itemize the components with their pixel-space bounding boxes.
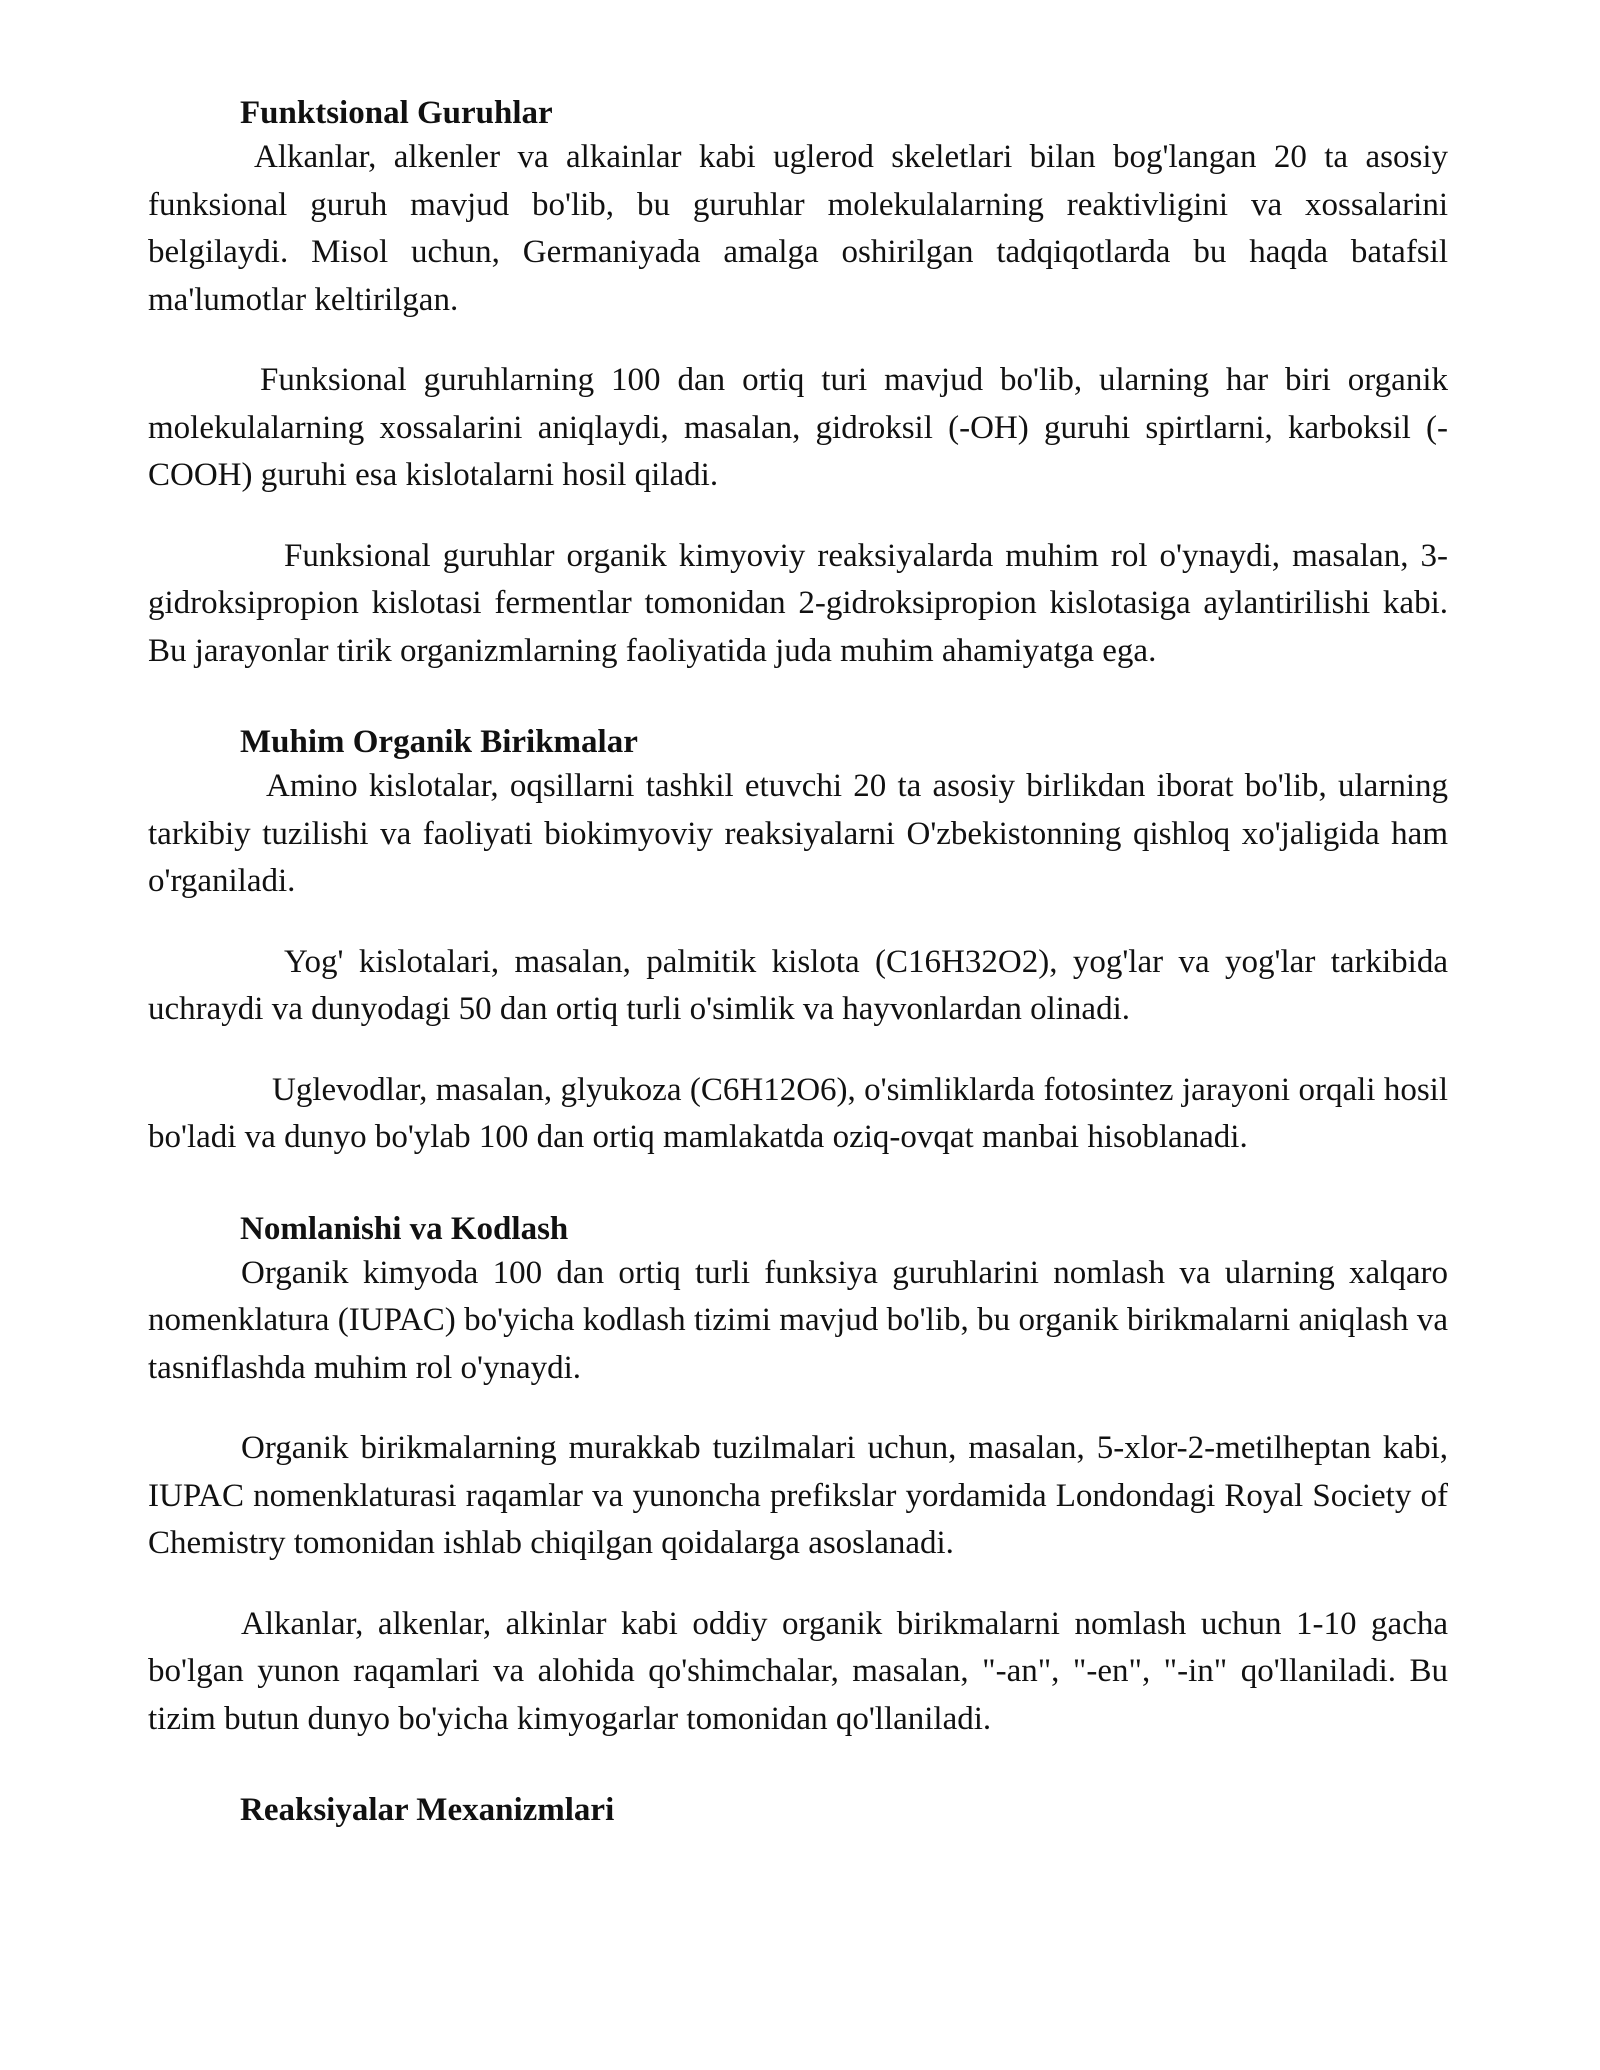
paragraph: Yog' kislotalari, masalan, palmitik kislota (C16H32O2), yog'lar va yog'lar tarkibida uchraydi va dunyodagi 50 dan ortiq turli o'simlik va hayvonlardan olinadi. — [148, 943, 1448, 1027]
section-heading-reaksiyalar-mexanizmlari: Reaksiyalar Mexanizmlari — [240, 1792, 615, 1828]
paragraph: Uglevodlar, masalan, glyukoza (C6H12O6), o'simliklarda fotosintez jarayoni orqali hosil bo'ladi va dunyo bo'ylab 100 dan ortiq mamlakatda oziq-ovqat manbai hisoblanadi. — [148, 1071, 1448, 1155]
paragraph: Organik kimyoda 100 dan ortiq turli funksiya guruhlarini nomlash va ularning xalqaro nomenklatura (IUPAC) bo'yicha kodlash tizimi mavjud bo'lib, bu organik birikmalarni aniqlash va tasniflashda muhim rol o'ynaydi. — [148, 1254, 1448, 1386]
paragraph: Organik birikmalarning murakkab tuzilmalari uchun, masalan, 5-xlor-2-metilheptan kabi, IUPAC nomenklaturasi raqamlar va yunoncha prefikslar yordamida Londondagi Royal Society of Chemistry tomonidan ishlab chiqilgan qoidalarga asoslanadi. — [148, 1430, 1448, 1561]
paragraph: Alkanlar, alkenlar, alkinlar kabi oddiy organik birikmalarni nomlash uchun 1-10 gacha bo'lgan yunon raqamlari va alohida qo'shimchalar, masalan, "-an", "-en", "-in" qo'llaniladi. Bu tizim butun dunyo bo'yicha kimyogarlar tomonidan qo'llaniladi. — [148, 1605, 1448, 1737]
paragraph: Amino kislotalar, oqsillarni tashkil etuvchi 20 ta asosiy birlikdan iborat bo'lib, ularning tarkibiy tuzilishi va faoliyati biokimyoviy reaksiyalarni O'zbekistonning qishloq xo'jaligida ham o'rganiladi. — [148, 768, 1448, 899]
section-heading-funktsional-guruhlar: Funktsional Guruhlar — [240, 95, 553, 131]
section-heading-muhim-organik-birikmalar: Muhim Organik Birikmalar — [240, 724, 638, 760]
paragraph: Funksional guruhlarning 100 dan ortiq turi mavjud bo'lib, ularning har biri organik molekulalarning xossalarini aniqlaydi, masalan, gidroksil (-OH) guruhi spirtlarni, karboksil (-COOH) guruhi esa kislotalarni hosil qiladi. — [148, 362, 1448, 493]
section-heading-nomlanishi-va-kodlash: Nomlanishi va Kodlash — [240, 1210, 569, 1247]
paragraph: Funksional guruhlar organik kimyoviy reaksiyalarda muhim rol o'ynaydi, masalan, 3-gidroksipropion kislotasi fermentlar tomonidan 2-gidroksipropion kislotasiga aylantirilishi kabi. Bu jarayonlar tirik organizmlarning faoliyatida juda muhim ahamiyatga ega. — [148, 537, 1448, 669]
paragraph: Alkanlar, alkenler va alkainlar kabi uglerod skeletlari bilan bog'langan 20 ta asosiy funksional guruh mavjud bo'lib, bu guruhlar molekulalarning reaktivligini va xossalarini belgilaydi. Misol uchun, Germaniyada amalga oshirilgan tadqiqotlarda bu haqda batafsil ma'lumotlar keltirilgan. — [148, 139, 1448, 318]
document-page — [148, 92, 1448, 1831]
